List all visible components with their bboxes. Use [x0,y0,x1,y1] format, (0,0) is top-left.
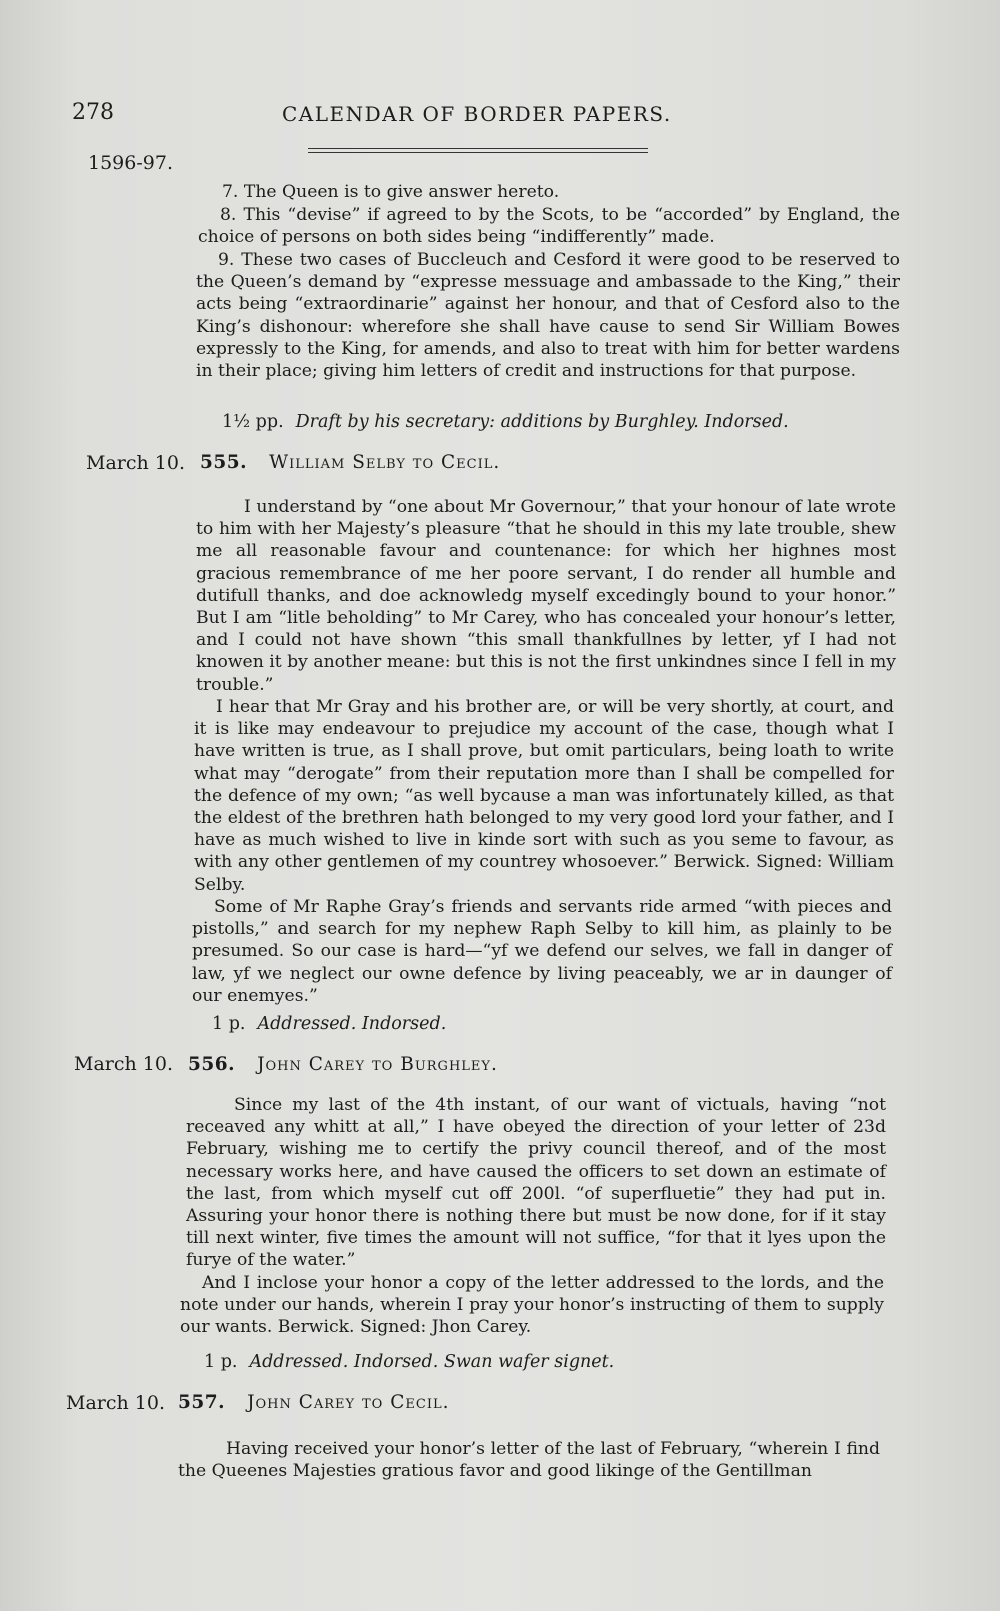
entry-555-endnote-pages: 1 p. [212,1014,246,1034]
page-header [72,100,692,136]
intro-endnote-pages: 1½ pp. [222,412,284,432]
header-rule [308,148,648,149]
entry-556-heading [188,1054,498,1075]
entry-555-endnote [212,1014,446,1034]
entry-555-paragraph: Some of Mr Raphe Gray’s friends and servants ride armed “with pieces and pistolls,” and search for my nephew Raph Selby to kill him, as plainly to be presumed. So our case is hard—“yf we defend our selves, we fall in danger of law, yf we neglect our owne defence by living peaceably, we ar in daunger of our enemyes.” [192,897,892,1006]
entry-557-title: John Carey to Cecil. [247,1392,450,1413]
entry-557-paragraph: Having received your honor’s letter of the last of February, “wherein I find the Queenes Majesties gratious favor and good likinge of the Gentillman [178,1439,880,1482]
entry-555-paragraph: I understand by “one about Mr Governour,” that your honour of late wrote to him with her Majesty’s pleasure “that he should in this my late trouble, shew me all reasonable favour and countenance: for which her highnes most gracious remembrance of me her poore servant, I do render all humble and dutifull thanks, and doe acknowledg myself excedingly bound to your honor.” But I am “litle beholding” to Mr Carey, who has concealed your honour’s letter, and I could not have shown “this small thankfullnes by letter, yf I had not knowen it by another meane: but this is not the first unkindnes since I fell in my trouble.” [196,497,896,695]
header-rule-2 [308,152,648,153]
entry-556-paragraph: Since my last of the 4th instant, of our want of victuals, having “not receaved any whitt at all,” I have obeyed the direction of your letter of 23d February, wishing me to certify the privy council thereof, and of the most necessary works here, and have caused the officers to set down an estimate of the last, from which myself cut off 200l. “of superfluetie” they had put in. Assuring your honor there is nothing there but must be now done, for if it stay till next winter, five times the amount will not suffice, “for that it lyes upon the furye of the water.” [186,1095,886,1271]
entry-556-paragraph: And I inclose your honor a copy of the letter addressed to the lords, and the note under our hands, wherein I pray your honor’s instructing of them to supply our wants. Berwick. Signed: Jhon Carey. [180,1273,884,1338]
entry-556-title: John Carey to Burghley. [257,1054,498,1075]
intro-item-9: 9. These two cases of Buccleuch and Cesford it were good to be reserved to the Queen’s demand by “expresse messuage and ambassade to the King,” their acts being “extraordinarie” against her honour, and that of Cesford also to the King’s dishonour: wherefore she shall have cause to send Sir William Bowes expressly to the King, for amends, and also to treat with him for better wardens in their place; giving him letters of credit and instructions for that purpose. [196,250,900,382]
entry-555-heading [200,452,500,473]
year-margin: 1596-97. [88,152,173,174]
entry-555-title: William Selby to Cecil. [269,452,501,473]
page-number: 278 [72,100,114,125]
intro-endnote [222,412,789,432]
entry-555-paragraph: I hear that Mr Gray and his brother are, or will be very shortly, at court, and it is like may endeavour to prejudice my account of the case, though what I have written is true, as I shall prove, but omit particulars, being loath to write what may “derogate” from their reputation more than I shall be compelled for the defence of my own; “as well bycause a man was infortunately killed, as that the eldest of the brethren hath belonged to my very good lord your father, and I have as much wished to live in kinde sort with such as you seme to favour, as with any other gentlemen of my countrey whosoever.” Berwick. Signed: William Selby. [194,697,894,895]
entry-556-endnote-pages: 1 p. [204,1352,238,1372]
entry-555-endnote-text: Addressed. Indorsed. [257,1014,447,1034]
entry-557-heading [178,1392,449,1413]
intro-item-8: 8. This “devise” if agreed to by the Scots, to be “accorded” by England, the choice of persons on both sides being “indifferently” made. [198,205,900,248]
entry-556-endnote [204,1352,614,1372]
entry-556-endnote-text: Addressed. Indorsed. Swan wafer signet. [249,1352,615,1372]
entry-556-number: 556. [188,1054,236,1075]
entry-555-number: 555. [200,452,248,473]
intro-item-7: 7. The Queen is to give answer hereto. [222,182,560,202]
entry-556-date: March 10. [74,1053,173,1075]
entry-557-date: March 10. [66,1392,165,1414]
running-title: CALENDAR OF BORDER PAPERS. [282,102,672,126]
entry-557-number: 557. [178,1392,226,1413]
intro-endnote-text: Draft by his secretary: additions by Burghley. Indorsed. [295,412,789,432]
entry-555-date: March 10. [86,452,185,474]
